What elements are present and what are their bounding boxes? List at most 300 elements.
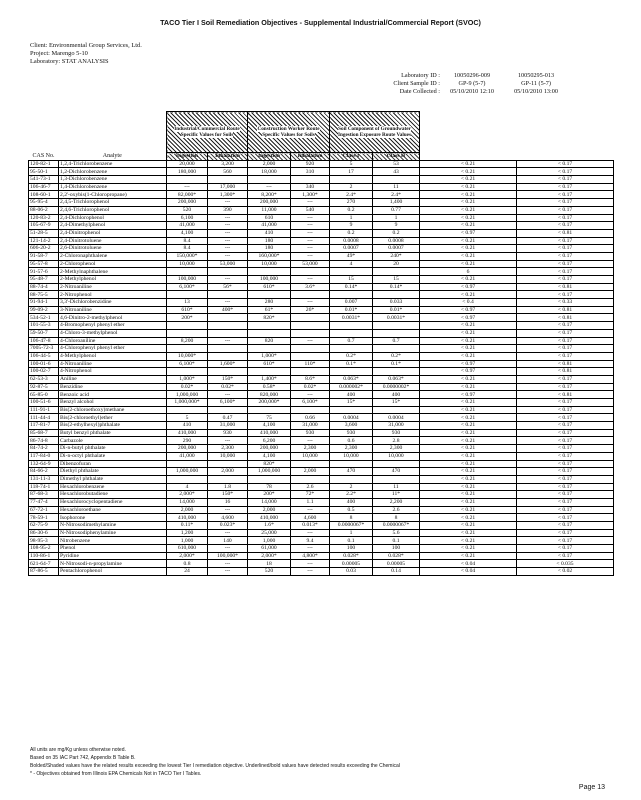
table-cell: < 0.17 <box>517 322 614 330</box>
cas-number: 120-83-2 <box>29 214 59 222</box>
table-cell: < 0.17 <box>517 260 614 268</box>
table-row <box>29 383 614 391</box>
table-cell: < 0.97 <box>420 283 517 291</box>
table-cell: 9.4 <box>291 537 330 545</box>
analyte-name: 2-Methylphenol <box>59 276 167 284</box>
table-cell: 9 <box>330 222 373 230</box>
table-cell: < 0.21 <box>420 460 517 468</box>
table-row <box>29 176 614 184</box>
table-cell: 3,600 <box>330 422 373 430</box>
table-cell: 10,000 <box>167 260 208 268</box>
table-row <box>29 414 614 422</box>
analyte-name: 2,4-Dinitrophenol <box>59 229 167 237</box>
table-cell: --- <box>291 506 330 514</box>
table-row <box>29 560 614 568</box>
table-cell: 0.66 <box>291 414 330 422</box>
table-cell: --- <box>291 214 330 222</box>
table-cell: < 0.21 <box>420 406 517 414</box>
table-cell: < 0.17 <box>517 468 614 476</box>
table-cell: 0.0007 <box>373 245 420 253</box>
table-cell: < 0.04 <box>420 568 517 576</box>
table-cell: 41,000 <box>248 222 291 230</box>
table-cell: 0.02* <box>291 383 330 391</box>
cas-number: 91-94-1 <box>29 299 59 307</box>
table-cell: < 0.17 <box>517 498 614 506</box>
table-cell: 150* <box>208 491 248 499</box>
table-cell: 930 <box>208 429 248 437</box>
table-row <box>29 468 614 476</box>
group-header-industrial: Industrial/Commercial Route Specific Values for Soils <box>167 112 248 153</box>
table-cell: < 0.21 <box>420 552 517 560</box>
table-cell: --- <box>208 299 248 307</box>
table-cell: 610* <box>167 306 208 314</box>
table-cell <box>167 406 208 414</box>
cas-number: 85-68-7 <box>29 429 59 437</box>
table-cell: 200* <box>248 491 291 499</box>
table-cell: 200* <box>167 314 208 322</box>
table-cell: < 0.17 <box>517 406 614 414</box>
table-cell: 540 <box>291 206 330 214</box>
analyte-name: Hexachlorobenzene <box>59 483 167 491</box>
table-cell <box>291 368 330 376</box>
table-cell: 41,000 <box>167 452 208 460</box>
table-cell: --- <box>208 199 248 207</box>
table-cell: < 0.035 <box>517 560 614 568</box>
table-cell: 24 <box>167 568 208 576</box>
table-cell: 6,100* <box>291 399 330 407</box>
cas-number: 62-75-9 <box>29 522 59 530</box>
analyte-name: 2-Nitrophenol <box>59 291 167 299</box>
cas-number: 88-75-5 <box>29 291 59 299</box>
table-cell: < 0.17 <box>517 552 614 560</box>
cas-number: 88-74-4 <box>29 283 59 291</box>
table-body <box>29 160 614 575</box>
table-cell: < 0.17 <box>517 537 614 545</box>
analyte-name: Bis(2-chloroethyl)ether <box>59 414 167 422</box>
table-cell: 0.0004 <box>373 414 420 422</box>
table-cell: 0.063* <box>373 375 420 383</box>
table-cell: 2.8 <box>373 437 420 445</box>
table-cell <box>373 475 420 483</box>
table-cell: < 0.81 <box>517 360 614 368</box>
table-cell: 4,100 <box>248 452 291 460</box>
table-cell: < 0.17 <box>517 276 614 284</box>
table-cell: 4,600 <box>208 514 248 522</box>
table-cell: 0.14* <box>330 283 373 291</box>
table-row <box>29 483 614 491</box>
table-cell <box>291 460 330 468</box>
table-cell: 180 <box>248 237 291 245</box>
table-cell: 11 <box>373 183 420 191</box>
col-class-1: Class I <box>330 153 373 161</box>
table-cell: 0.023* <box>208 522 248 530</box>
table-cell: 0.2* <box>330 352 373 360</box>
table-cell: 15 <box>330 276 373 284</box>
table-cell: < 0.17 <box>517 199 614 207</box>
analyte-name: 2,4-Dinitrotoluene <box>59 237 167 245</box>
table-cell: < 0.21 <box>420 452 517 460</box>
col-inhalation-cw: Inhalation <box>291 153 330 161</box>
table-cell <box>208 314 248 322</box>
table-cell: 6,200 <box>248 437 291 445</box>
table-cell: 2.6 <box>373 506 420 514</box>
table-cell <box>167 322 208 330</box>
table-row <box>29 399 614 407</box>
table-cell: 1,400* <box>248 375 291 383</box>
table-cell <box>167 345 208 353</box>
analyte-name: Phenol <box>59 545 167 553</box>
table-cell: < 0.17 <box>517 183 614 191</box>
table-cell: 2,000 <box>208 468 248 476</box>
cas-number: 101-55-3 <box>29 322 59 330</box>
table-cell: 61* <box>248 306 291 314</box>
table-cell: --- <box>291 529 330 537</box>
table-row <box>29 299 614 307</box>
analyte-name: N-Nitrosodiphenylamine <box>59 529 167 537</box>
lab-info-block <box>330 72 620 100</box>
table-cell <box>330 406 373 414</box>
table-cell: < 0.21 <box>420 337 517 345</box>
analyte-name: Benzoic acid <box>59 391 167 399</box>
analyte-name: Diethyl phthalate <box>59 468 167 476</box>
table-cell: < 0.97 <box>420 360 517 368</box>
table-cell: < 0.97 <box>420 229 517 237</box>
table-cell: --- <box>291 560 330 568</box>
table-cell: < 0.17 <box>517 514 614 522</box>
table-cell <box>208 406 248 414</box>
cas-number: 86-74-8 <box>29 437 59 445</box>
table-cell <box>248 322 291 330</box>
date-2: 05/10/2010 13:00 <box>514 88 558 95</box>
table-cell <box>291 345 330 353</box>
table-row <box>29 214 614 222</box>
table-cell: 72* <box>291 491 330 499</box>
table-cell: < 0.21 <box>420 276 517 284</box>
table-cell: 6,100* <box>167 283 208 291</box>
table-cell: < 0.17 <box>517 176 614 184</box>
table-cell: < 0.21 <box>420 352 517 360</box>
table-row <box>29 406 614 414</box>
table-cell: 1,400 <box>373 199 420 207</box>
table-cell: 1.6* <box>248 522 291 530</box>
table-row <box>29 314 614 322</box>
analyte-name: 1,2,4-Trichlorobenzene <box>59 160 167 168</box>
table-cell: 0.14 <box>373 568 420 576</box>
analyte-name: Nitrobenzene <box>59 537 167 545</box>
table-cell: < 0.21 <box>420 475 517 483</box>
table-cell: < 0.21 <box>420 529 517 537</box>
table-cell: 0.6 <box>330 437 373 445</box>
cas-number: 117-81-7 <box>29 422 59 430</box>
table-cell: 290 <box>167 437 208 445</box>
table-cell: 17,000 <box>208 183 248 191</box>
cas-number: 67-72-1 <box>29 506 59 514</box>
cas-number: 117-84-0 <box>29 452 59 460</box>
table-cell <box>291 176 330 184</box>
table-cell <box>373 268 420 276</box>
lab-id-1: 10050296-009 <box>453 72 491 79</box>
table-row <box>29 276 614 284</box>
table-cell: 0.063* <box>330 375 373 383</box>
table-cell: 1,600* <box>208 360 248 368</box>
analyte-name: 4-Nitrophenol <box>59 368 167 376</box>
table-cell: --- <box>208 237 248 245</box>
table-cell <box>373 291 420 299</box>
cas-number: 91-57-6 <box>29 268 59 276</box>
table-cell: < 0.17 <box>517 452 614 460</box>
table-cell: 17 <box>330 168 373 176</box>
table-cell: 10,000 <box>291 452 330 460</box>
table-cell: < 0.21 <box>420 176 517 184</box>
analyte-name: Di-n-octyl phthalate <box>59 452 167 460</box>
analyte-name: 4-Chloro-3-methylphenol <box>59 329 167 337</box>
table-cell: < 0.21 <box>420 491 517 499</box>
table-cell: 15 <box>373 276 420 284</box>
cas-number: 62-53-3 <box>29 375 59 383</box>
table-row <box>29 168 614 176</box>
table-cell: 0.000002* <box>330 383 373 391</box>
cas-number: 95-95-4 <box>29 199 59 207</box>
table-cell: < 0.21 <box>420 506 517 514</box>
table-cell: 410 <box>248 229 291 237</box>
table-cell: < 0.17 <box>517 491 614 499</box>
analyte-name: Dibenzofuran <box>59 460 167 468</box>
analyte-name: Hexachlorobutadiene <box>59 491 167 499</box>
table-cell: --- <box>291 199 330 207</box>
col-analyte: Analyte <box>59 153 167 161</box>
table-cell: 49* <box>330 252 373 260</box>
table-cell: < 0.17 <box>517 437 614 445</box>
table-cell: 10,000 <box>208 452 248 460</box>
table-cell: 200,000 <box>248 199 291 207</box>
table-cell: 16 <box>208 498 248 506</box>
analyte-name: 2-Chlorophenol <box>59 260 167 268</box>
table-cell <box>291 352 330 360</box>
table-cell: 61,000 <box>248 545 291 553</box>
cas-number: 84-74-2 <box>29 445 59 453</box>
table-cell: < 0.21 <box>420 199 517 207</box>
table-cell: < 0.81 <box>517 391 614 399</box>
table-cell: 930 <box>373 429 420 437</box>
table-cell: < 0.04 <box>420 560 517 568</box>
cas-number: 100-02-7 <box>29 368 59 376</box>
table-cell: < 0.21 <box>420 206 517 214</box>
table-cell: 0.2 <box>373 229 420 237</box>
table-cell: 8,200 <box>167 337 208 345</box>
table-row <box>29 375 614 383</box>
table-row <box>29 183 614 191</box>
table-cell: 1,000* <box>167 375 208 383</box>
table-cell: 400 <box>330 391 373 399</box>
table-cell: 2.6 <box>291 483 330 491</box>
col-inhalation-ic: Inhalation <box>208 153 248 161</box>
table-row <box>29 460 614 468</box>
table-cell <box>167 460 208 468</box>
cas-number: 59-50-7 <box>29 329 59 337</box>
table-cell: < 0.21 <box>420 237 517 245</box>
table-cell: 8.4 <box>167 245 208 253</box>
table-cell: 110* <box>291 360 330 368</box>
table-cell: 0.0000067* <box>330 522 373 530</box>
table-cell: --- <box>208 437 248 445</box>
table-cell: < 0.21 <box>420 375 517 383</box>
table-cell: 20 <box>373 260 420 268</box>
analyte-name: Bis(2-chloroethoxy)methane <box>59 406 167 414</box>
table-cell: 400* <box>208 306 248 314</box>
table-row <box>29 445 614 453</box>
table-cell: < 0.17 <box>517 399 614 407</box>
table-cell: 140 <box>208 537 248 545</box>
table-cell: 820,000 <box>248 391 291 399</box>
table-cell <box>330 268 373 276</box>
table-cell: 0.0008 <box>373 237 420 245</box>
table-cell <box>330 368 373 376</box>
analyte-name: Aniline <box>59 375 167 383</box>
table-cell: 520 <box>167 206 208 214</box>
table-cell <box>208 368 248 376</box>
table-cell: 10,000 <box>330 452 373 460</box>
table-cell: 100,000 <box>248 276 291 284</box>
table-cell: 2,300 <box>291 445 330 453</box>
table-cell <box>373 329 420 337</box>
table-cell: < 0.17 <box>517 214 614 222</box>
cas-number: 106-44-5 <box>29 352 59 360</box>
table-cell: 4 <box>330 260 373 268</box>
report-title: TACO Tier I Soil Remediation Objectives - Supplemental Industrial/Commercial Report (SVOC) <box>160 18 481 27</box>
table-cell: 0.0004 <box>330 414 373 422</box>
table-cell: < 0.17 <box>517 222 614 230</box>
cas-number: 99-09-2 <box>29 306 59 314</box>
table-cell: --- <box>208 529 248 537</box>
table-row <box>29 191 614 199</box>
table-cell: 2.4* <box>330 191 373 199</box>
table-cell: 3.6* <box>291 283 330 291</box>
footnote-asterisk: * - Objectives obtained from Illinois EPA Chemicals Not in TACO Tier I Tables. <box>30 771 202 777</box>
table-cell: 78 <box>248 483 291 491</box>
table-cell: < 0.21 <box>420 252 517 260</box>
analyte-name: 2,6-Dinitrotoluene <box>59 245 167 253</box>
table-cell: < 0.81 <box>517 368 614 376</box>
table-cell: 4,600 <box>291 514 330 522</box>
table-cell: 410 <box>167 422 208 430</box>
table-cell: < 0.21 <box>420 222 517 230</box>
table-cell <box>248 268 291 276</box>
table-cell <box>208 268 248 276</box>
table-row <box>29 529 614 537</box>
table-cell: 100 <box>373 545 420 553</box>
table-cell: 610 <box>248 214 291 222</box>
cas-number: 120-82-1 <box>29 160 59 168</box>
table-cell <box>373 368 420 376</box>
table-cell: < 0.81 <box>517 283 614 291</box>
table-cell: 10,000* <box>167 352 208 360</box>
table-cell: 2,000 <box>248 506 291 514</box>
table-cell: --- <box>291 252 330 260</box>
table-cell: < 0.17 <box>517 383 614 391</box>
table-cell: 0.00005 <box>373 560 420 568</box>
table-cell: 1 <box>330 529 373 537</box>
table-cell: 2 <box>330 483 373 491</box>
table-cell: < 0.21 <box>420 399 517 407</box>
table-cell: < 0.21 <box>420 183 517 191</box>
table-row <box>29 229 614 237</box>
table-cell: 2 <box>330 183 373 191</box>
table-cell: 4,100 <box>167 229 208 237</box>
table-cell <box>248 368 291 376</box>
table-row <box>29 306 614 314</box>
table-cell: 25,000 <box>248 529 291 537</box>
table-cell: 82,000* <box>167 191 208 199</box>
analyte-name: 1,4-Dichlorobenzene <box>59 183 167 191</box>
table-cell: 10,000 <box>248 260 291 268</box>
table-cell: 2,000 <box>167 506 208 514</box>
table-cell <box>248 406 291 414</box>
analyte-name: 2-Chloronaphthalene <box>59 252 167 260</box>
table-cell: 9 <box>373 222 420 230</box>
cas-number: 111-44-4 <box>29 414 59 422</box>
table-cell <box>208 329 248 337</box>
table-cell: < 0.17 <box>517 522 614 530</box>
table-cell: 1,000,000* <box>167 399 208 407</box>
cas-number: 87-86-5 <box>29 568 59 576</box>
table-cell: 2.2* <box>330 491 373 499</box>
table-cell: < 0.97 <box>420 368 517 376</box>
table-cell: 1,000 <box>167 537 208 545</box>
table-row <box>29 322 614 330</box>
table-cell: < 0.17 <box>517 337 614 345</box>
table-cell: --- <box>208 337 248 345</box>
table-cell <box>330 475 373 483</box>
table-cell: 1,300* <box>208 191 248 199</box>
table-cell <box>291 322 330 330</box>
table-cell: 0.5 <box>330 506 373 514</box>
table-row <box>29 452 614 460</box>
table-cell: --- <box>167 183 208 191</box>
analyte-name: 2,4-Dichlorophenol <box>59 214 167 222</box>
analyte-name: 4-Chloroaniline <box>59 337 167 345</box>
table-cell <box>248 176 291 184</box>
cas-number: 111-91-1 <box>29 406 59 414</box>
table-cell: 5 <box>167 414 208 422</box>
table-row <box>29 422 614 430</box>
cas-number: 98-95-3 <box>29 537 59 545</box>
table-cell: < 0.17 <box>517 245 614 253</box>
table-cell: < 0.17 <box>517 445 614 453</box>
table-cell: 11,000 <box>248 206 291 214</box>
table-row <box>29 475 614 483</box>
table-cell: < 0.21 <box>420 383 517 391</box>
table-cell: 0.1* <box>373 360 420 368</box>
table-cell: < 0.17 <box>517 352 614 360</box>
table-cell: < 0.17 <box>517 529 614 537</box>
table-cell: 1 <box>330 214 373 222</box>
analyte-name: Benzidine <box>59 383 167 391</box>
table-row <box>29 199 614 207</box>
table-cell: 75 <box>248 414 291 422</box>
analyte-name: 4-Chlorophenyl phenyl ether <box>59 345 167 353</box>
table-cell: --- <box>291 437 330 445</box>
table-cell: 0.77 <box>373 206 420 214</box>
table-cell: --- <box>208 229 248 237</box>
analyte-name: 3,3'-Dichlorobenzidine <box>59 299 167 307</box>
table-cell: < 0.17 <box>517 329 614 337</box>
table-cell: 390 <box>208 206 248 214</box>
table-cell: --- <box>291 276 330 284</box>
table-row <box>29 245 614 253</box>
table-cell: 100 <box>330 545 373 553</box>
table-cell: < 0.21 <box>420 191 517 199</box>
sample-id-2: GP-11 (5-7) <box>521 80 551 87</box>
